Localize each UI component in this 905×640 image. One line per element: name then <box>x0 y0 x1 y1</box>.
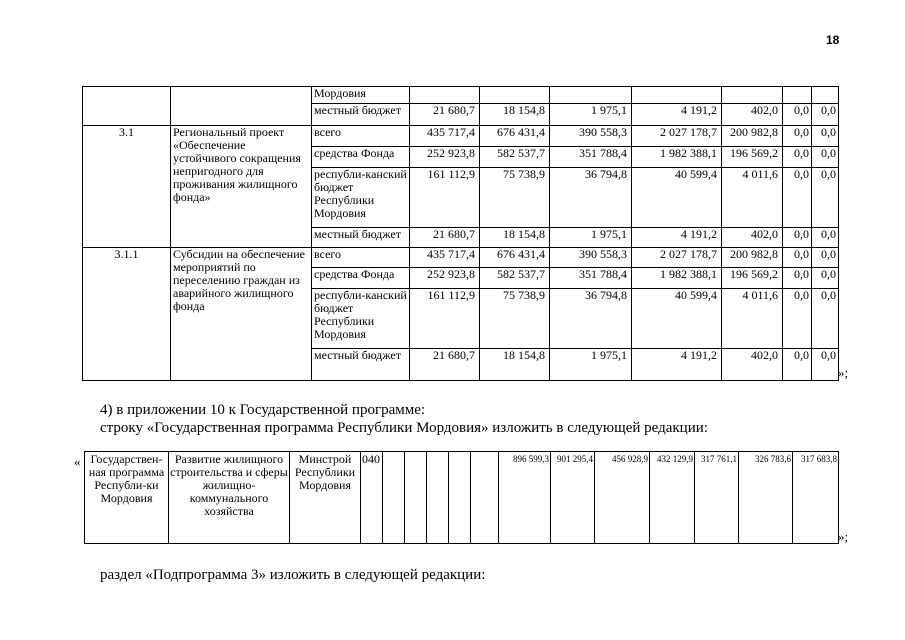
amount-cell: 0,0 <box>812 349 839 381</box>
amount-cell: 901 295,4 <box>551 452 595 544</box>
amount-cell: 351 788,4 <box>550 268 632 289</box>
amount-cell: 36 794,8 <box>550 289 632 349</box>
amount-cell: 582 537,7 <box>480 268 550 289</box>
amount-cell: 0,0 <box>783 289 812 349</box>
amount-cell: 4 011,6 <box>722 289 783 349</box>
amount-cell: 18 154,8 <box>480 349 550 381</box>
funding-source: местный бюджет <box>312 104 410 126</box>
amount-cell: 161 112,9 <box>410 168 480 228</box>
page-number: 18 <box>826 33 840 47</box>
amount-cell: 402,0 <box>722 349 783 381</box>
amount-cell: 40 599,4 <box>632 168 722 228</box>
amount-cell: 351 788,4 <box>550 147 632 168</box>
funding-source: республи-канский бюджет Республики Мордовия <box>312 289 410 349</box>
amount-cell: 1 975,1 <box>550 349 632 381</box>
amount-cell: 432 129,9 <box>650 452 695 544</box>
amount-cell: 317 761,1 <box>695 452 739 544</box>
item-name: Региональный проект «Обеспечение устойчивого сокращения непригодного для проживания жилищного фонда» <box>171 126 312 248</box>
program-name-cell: Государствен-ная программа Республи-ки Мордовия <box>85 452 169 544</box>
amount-cell: 252 923,8 <box>410 147 480 168</box>
amount-cell: 161 112,9 <box>410 289 480 349</box>
amount-cell: 435 717,4 <box>410 248 480 268</box>
amount-cell: 0,0 <box>812 268 839 289</box>
amount-cell <box>722 87 783 104</box>
amount-cell: 4 191,2 <box>632 228 722 248</box>
amount-cell: 200 982,8 <box>722 126 783 147</box>
amount-cell <box>480 87 550 104</box>
amount-cell: 21 680,7 <box>410 104 480 126</box>
amount-cell: 0,0 <box>812 228 839 248</box>
funding-source: местный бюджет <box>312 349 410 381</box>
amount-cell: 4 191,2 <box>632 104 722 126</box>
amount-cell: 0,0 <box>812 147 839 168</box>
empty-cell <box>471 452 499 544</box>
amount-cell: 196 569,2 <box>722 147 783 168</box>
amount-cell: 252 923,8 <box>410 268 480 289</box>
amount-cell: 0,0 <box>783 126 812 147</box>
amount-cell: 0,0 <box>812 248 839 268</box>
program-title-cell: Развитие жилищного строительства и сферы жилищно-коммунального хозяйства <box>169 452 290 544</box>
amount-cell: 40 599,4 <box>632 289 722 349</box>
amount-cell: 4 011,6 <box>722 168 783 228</box>
empty-cell <box>405 452 427 544</box>
amount-cell: 36 794,8 <box>550 168 632 228</box>
amount-cell: 75 738,9 <box>480 289 550 349</box>
amount-cell: 582 537,7 <box>480 147 550 168</box>
amount-cell: 196 569,2 <box>722 268 783 289</box>
responsible-executor-cell: Минстрой Республики Мордовия <box>290 452 361 544</box>
table-row <box>83 248 839 268</box>
amount-cell: 200 982,8 <box>722 248 783 268</box>
amount-cell: 0,0 <box>783 268 812 289</box>
amount-cell <box>410 87 480 104</box>
table-row <box>83 126 839 147</box>
amount-cell: 0,0 <box>783 168 812 228</box>
amount-cell <box>550 87 632 104</box>
amount-cell: 2 027 178,7 <box>632 248 722 268</box>
amount-cell: 0,0 <box>812 168 839 228</box>
amount-cell: 1 975,1 <box>550 228 632 248</box>
amount-cell: 0,0 <box>783 228 812 248</box>
amount-cell <box>632 87 722 104</box>
paragraph-appendix-10: 4) в приложении 10 к Государственной программе: <box>100 402 426 418</box>
empty-cell <box>383 452 405 544</box>
amount-cell: 390 558,3 <box>550 126 632 147</box>
amount-cell: 0,0 <box>783 104 812 126</box>
funding-source: всего <box>312 126 410 147</box>
empty-cell <box>449 452 471 544</box>
opening-quote: « <box>74 454 81 469</box>
amount-cell: 456 928,9 <box>595 452 650 544</box>
amount-cell: 0,0 <box>812 104 839 126</box>
amount-cell: 21 680,7 <box>410 228 480 248</box>
amount-cell: 0,0 <box>783 248 812 268</box>
amount-cell: 402,0 <box>722 104 783 126</box>
code-cell: 040 <box>361 452 383 544</box>
amount-cell: 21 680,7 <box>410 349 480 381</box>
state-program-row-table <box>84 451 839 544</box>
amount-cell: 1 982 388,1 <box>632 147 722 168</box>
amount-cell: 896 599,3 <box>499 452 551 544</box>
amount-cell: 18 154,8 <box>480 104 550 126</box>
amount-cell: 2 027 178,7 <box>632 126 722 147</box>
funding-source: Мордовия <box>312 87 410 104</box>
amount-cell: 18 154,8 <box>480 228 550 248</box>
amount-cell: 0,0 <box>812 289 839 349</box>
item-number <box>83 87 171 126</box>
paragraph-row-instruction: строку «Государственная программа Республики Мордовия» изложить в следующей редакции: <box>100 420 708 436</box>
amount-cell: 1 975,1 <box>550 104 632 126</box>
amount-cell: 317 683,8 <box>793 452 839 544</box>
amount-cell: 402,0 <box>722 228 783 248</box>
subprogram-funding-table <box>82 86 839 381</box>
funding-source: средства Фонда <box>312 268 410 289</box>
amount-cell: 326 783,6 <box>739 452 793 544</box>
funding-source: всего <box>312 248 410 268</box>
amount-cell: 435 717,4 <box>410 126 480 147</box>
amount-cell: 390 558,3 <box>550 248 632 268</box>
closing-quote: »; <box>838 365 849 380</box>
table-row <box>85 452 839 544</box>
amount-cell: 4 191,2 <box>632 349 722 381</box>
paragraph-subprogram-3: раздел «Подпрограмма 3» изложить в следующей редакции: <box>100 567 486 583</box>
item-name: Субсидии на обеспечение мероприятий по переселению граждан из аварийного жилищного фонда <box>171 248 312 381</box>
item-number: 3.1.1 <box>83 248 171 381</box>
closing-quote: »; <box>838 529 849 544</box>
table-row <box>83 87 839 104</box>
amount-cell: 75 738,9 <box>480 168 550 228</box>
amount-cell: 676 431,4 <box>480 248 550 268</box>
amount-cell: 0,0 <box>783 349 812 381</box>
amount-cell <box>783 87 812 104</box>
amount-cell <box>812 87 839 104</box>
funding-source: республи-канский бюджет Республики Мордовия <box>312 168 410 228</box>
item-name <box>171 87 312 126</box>
item-number: 3.1 <box>83 126 171 248</box>
amount-cell: 0,0 <box>783 147 812 168</box>
funding-source: средства Фонда <box>312 147 410 168</box>
amount-cell: 1 982 388,1 <box>632 268 722 289</box>
amount-cell: 676 431,4 <box>480 126 550 147</box>
amount-cell: 0,0 <box>812 126 839 147</box>
funding-source: местный бюджет <box>312 228 410 248</box>
empty-cell <box>427 452 449 544</box>
